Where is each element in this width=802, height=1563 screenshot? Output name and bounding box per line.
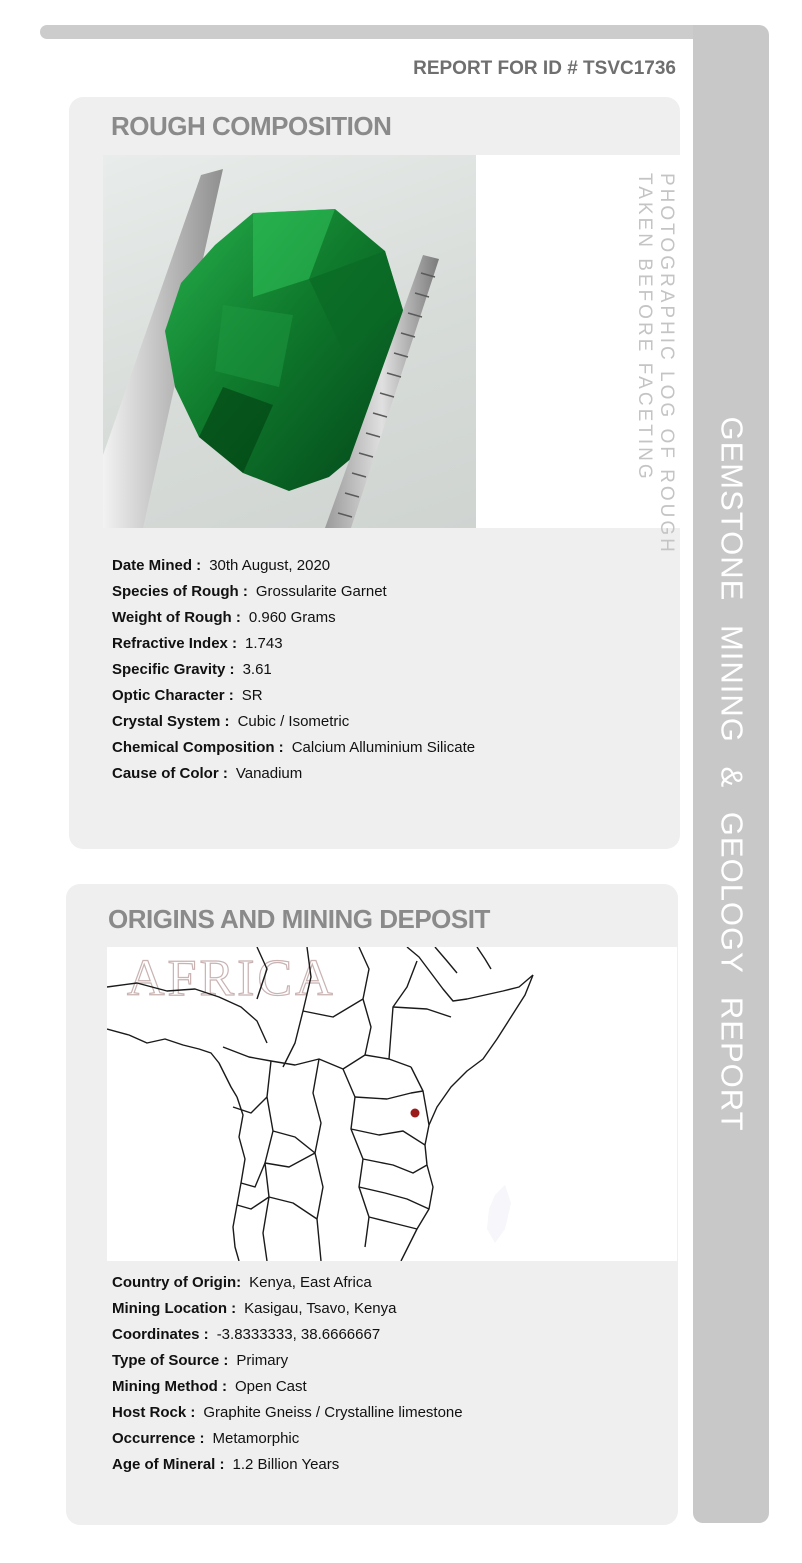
property-key: Weight of Rough : <box>112 609 241 626</box>
origin-properties-list <box>112 1273 672 1481</box>
side-report-title: GEMSTONE MINING & GEOLOGY REPORT <box>714 416 750 1132</box>
property-row <box>112 660 672 686</box>
property-value: Calcium Alluminium Silicate <box>291 739 476 756</box>
property-value: SR <box>241 687 263 704</box>
property-key: Cause of Color : <box>112 765 228 782</box>
origins-title: ORIGINS AND MINING DEPOSIT <box>108 904 490 934</box>
property-value: Graphite Gneiss / Crystalline limestone <box>203 1404 463 1421</box>
photo-caption-line-2: TAKEN BEFORE FACETING <box>634 173 655 482</box>
rough-photo-panel <box>103 155 680 555</box>
property-key: Crystal System : <box>112 713 230 730</box>
property-row <box>112 1455 672 1481</box>
property-row <box>112 582 672 608</box>
property-key: Date Mined : <box>112 557 202 574</box>
property-value: Kenya, East Africa <box>249 1274 372 1291</box>
property-row <box>112 1325 672 1351</box>
property-value: Kasigau, Tsavo, Kenya <box>244 1300 397 1317</box>
side-title-container <box>693 25 769 1523</box>
gemstone-photo-graphic <box>103 155 476 528</box>
property-row <box>112 764 672 790</box>
property-key: Refractive Index : <box>112 635 238 652</box>
property-value: Grossularite Garnet <box>255 583 387 600</box>
map-label: AFRICA <box>127 950 336 1007</box>
property-value: 1.2 Billion Years <box>232 1456 340 1473</box>
photo-caption <box>633 173 677 555</box>
property-key: Mining Location : <box>112 1300 237 1317</box>
property-row <box>112 712 672 738</box>
africa-map <box>107 947 677 1261</box>
top-decorative-bar <box>40 25 700 39</box>
property-row <box>112 1403 672 1429</box>
property-key: Mining Method : <box>112 1378 227 1395</box>
rough-composition-title: ROUGH COMPOSITION <box>111 111 392 141</box>
property-value: -3.8333333, 38.6666667 <box>216 1326 381 1343</box>
property-key: Species of Rough : <box>112 583 248 600</box>
property-key: Age of Mineral : <box>112 1456 225 1473</box>
property-value: Cubic / Isometric <box>237 713 350 730</box>
property-row <box>112 1377 672 1403</box>
report-id: REPORT FOR ID # TSVC1736 <box>413 58 676 79</box>
property-key: Specific Gravity : <box>112 661 235 678</box>
property-value: Open Cast <box>234 1378 307 1395</box>
property-value: 0.960 Grams <box>248 609 336 626</box>
property-key: Country of Origin: <box>112 1274 242 1291</box>
property-row <box>112 634 672 660</box>
property-row <box>112 1299 672 1325</box>
property-row <box>112 686 672 712</box>
property-row <box>112 1429 672 1455</box>
property-key: Host Rock : <box>112 1404 196 1421</box>
mine-location-marker <box>411 1109 420 1118</box>
africa-map-graphic <box>107 947 677 1261</box>
property-value: Metamorphic <box>212 1430 300 1447</box>
property-row <box>112 738 672 764</box>
property-value: Vanadium <box>235 765 303 782</box>
property-key: Type of Source : <box>112 1352 229 1369</box>
property-key: Chemical Composition : <box>112 739 284 756</box>
property-row <box>112 608 672 634</box>
gemstone-photo <box>103 155 476 528</box>
property-row <box>112 556 672 582</box>
rough-properties-list <box>112 556 672 790</box>
property-value: 1.743 <box>245 635 283 652</box>
property-value: 30th August, 2020 <box>209 557 331 574</box>
property-value: 3.61 <box>242 661 272 678</box>
property-key: Optic Character : <box>112 687 234 704</box>
photo-caption-line-1: PHOTOGRAPHIC LOG OF ROUGH <box>656 173 677 555</box>
property-row <box>112 1351 672 1377</box>
property-key: Occurrence : <box>112 1430 205 1447</box>
property-value: Primary <box>236 1352 289 1369</box>
property-row <box>112 1273 672 1299</box>
property-key: Coordinates : <box>112 1326 209 1343</box>
